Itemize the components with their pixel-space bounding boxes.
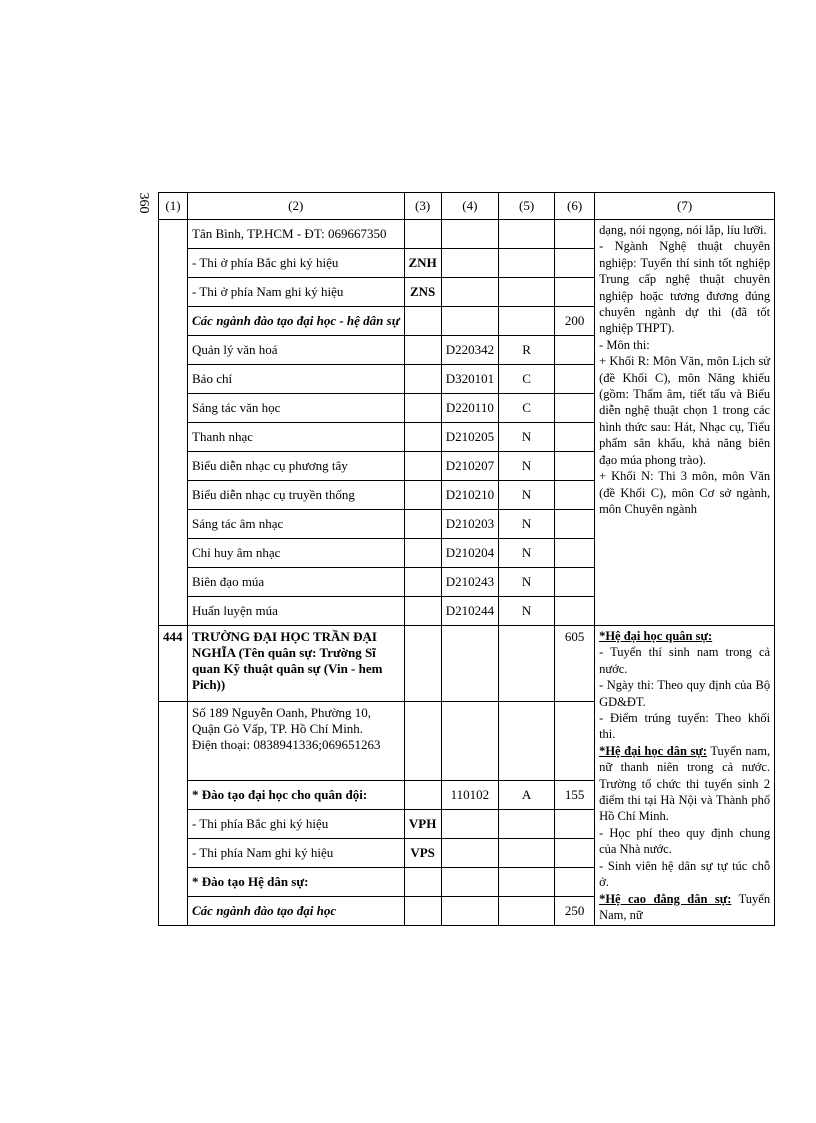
note-text: Tuyển nam, nữ thanh niên trong cả nước. Trường tổ chức thi tuyển sinh 2 điểm thi tại Hà Nội và Thành phố Hồ Chí Minh. — [599, 743, 771, 824]
school-notes-cell — [595, 626, 775, 926]
major-code: D210203 — [441, 510, 498, 539]
header-col-3: (3) — [404, 193, 441, 220]
major-name: Biên đạo múa — [188, 568, 405, 597]
exam-north-code: VPH — [404, 809, 441, 838]
major-block: N — [499, 423, 555, 452]
header-col-1: (1) — [159, 193, 188, 220]
major-name: Quản lý văn hoá — [188, 336, 405, 365]
military-code: 110102 — [441, 780, 498, 809]
major-code: D320101 — [441, 365, 498, 394]
major-block: N — [499, 597, 555, 626]
admissions-table — [158, 192, 775, 926]
major-code: D220342 — [441, 336, 498, 365]
address-cell: Tân Bình, TP.HCM - ĐT: 069667350 — [188, 220, 405, 249]
major-block: C — [499, 365, 555, 394]
note-line: - Sinh viên hệ dân sự tự túc chỗ ở. — [599, 858, 771, 890]
exam-north-label: - Thi ở phía Bắc ghi ký hiệu — [188, 249, 405, 278]
note-line: - Điểm trúng tuyển: Theo khối thi. — [599, 711, 771, 742]
header-col-4: (4) — [441, 193, 498, 220]
table-row — [159, 626, 775, 702]
major-code: D210243 — [441, 568, 498, 597]
school-address: Số 189 Nguyễn Oanh, Phường 10, Quận Gò Vấp, TP. Hồ Chí Minh. Điện thoại: 0838941336;069651263 — [188, 702, 405, 780]
header-col-2: (2) — [188, 193, 405, 220]
major-code: D210210 — [441, 481, 498, 510]
note-line: + Khối R: Môn Văn, môn Lịch sử (đề Khối C), môn Năng khiếu (gồm: Thẩm âm, tiết tấu và Biểu diễn nghệ thuật chọn 1 trong các hình thức sau: Hát, Nhạc cụ, Tiểu phẩm sân khấu, khả năng biên đạo múa phong trào). — [599, 354, 771, 467]
note-line: + Khối N: Thi 3 môn, môn Văn (đề Khối C), môn Cơ sở ngành, môn Chuyên ngành — [599, 469, 771, 516]
table-row — [159, 220, 775, 249]
note-line: - Học phí theo quy định chung của Nhà nước. — [599, 825, 771, 857]
header-col-5: (5) — [499, 193, 555, 220]
note-heading: *Hệ đại học dân sự: — [599, 743, 707, 758]
major-block: N — [499, 510, 555, 539]
school-quota: 605 — [555, 626, 595, 702]
note-line: dạng, nói ngọng, nói lắp, líu lưỡi. — [599, 223, 767, 237]
major-name: Biểu diễn nhạc cụ truyền thống — [188, 481, 405, 510]
civil-quota: 250 — [555, 897, 595, 926]
header-row — [159, 193, 775, 220]
note-text: Tuyển Nam, nữ — [599, 891, 771, 922]
note-line: - Ngày thi: Theo quy định của Bộ GD&ĐT. — [599, 678, 771, 709]
major-name: Chỉ huy âm nhạc — [188, 539, 405, 568]
major-name: Thanh nhạc — [188, 423, 405, 452]
civil-title: Các ngành đào tạo đại học - hệ dân sự — [188, 307, 405, 336]
school-no-cell — [159, 220, 188, 626]
major-code: D210244 — [441, 597, 498, 626]
header-col-6: (6) — [555, 193, 595, 220]
military-title: * Đào tạo đại học cho quân đội: — [188, 780, 405, 809]
notes-cell — [595, 220, 775, 626]
note-line: - Tuyển thí sinh nam trong cả nước. — [599, 645, 771, 676]
major-code: D210204 — [441, 539, 498, 568]
major-code: D210207 — [441, 452, 498, 481]
major-block: N — [499, 452, 555, 481]
major-code: D210205 — [441, 423, 498, 452]
major-name: Sáng tác âm nhạc — [188, 510, 405, 539]
major-name: Báo chí — [188, 365, 405, 394]
major-code: D220110 — [441, 394, 498, 423]
exam-south-code: VPS — [404, 838, 441, 867]
military-block: A — [499, 780, 555, 809]
civil-major-title: Các ngành đào tạo đại học — [188, 897, 405, 926]
civil-quota: 200 — [555, 307, 595, 336]
major-block: C — [499, 394, 555, 423]
exam-north-label: - Thi phía Bắc ghi ký hiệu — [188, 809, 405, 838]
exam-south-label: - Thi phía Nam ghi ký hiệu — [188, 838, 405, 867]
exam-south-code: ZNS — [404, 278, 441, 307]
major-name: Biểu diễn nhạc cụ phương tây — [188, 452, 405, 481]
exam-south-label: - Thi ở phía Nam ghi ký hiệu — [188, 278, 405, 307]
civil-title: * Đào tạo Hệ dân sự: — [188, 868, 405, 897]
major-block: N — [499, 481, 555, 510]
military-quota: 155 — [555, 780, 595, 809]
note-line: - Môn thi: — [599, 337, 650, 352]
school-name: TRƯỜNG ĐẠI HỌC TRẦN ĐẠI NGHĨA (Tên quân sự: Trường Sĩ quan Kỹ thuật quân sự (Vin - hem Pich)) — [188, 626, 405, 702]
note-heading: *Hệ cao đẳng dân sự: — [599, 891, 732, 906]
note-heading: *Hệ đại học quân sự: — [599, 629, 713, 643]
major-name: Huấn luyện múa — [188, 597, 405, 626]
header-col-7: (7) — [595, 193, 775, 220]
page-number: 360 — [136, 192, 151, 214]
school-no: 444 — [159, 626, 188, 702]
major-block: N — [499, 539, 555, 568]
exam-north-code: ZNH — [404, 249, 441, 278]
major-block: R — [499, 336, 555, 365]
major-block: N — [499, 568, 555, 597]
note-line: - Ngành Nghệ thuật chuyên nghiệp: Tuyển thí sinh tốt nghiệp Trung cấp nghệ thuật chuyên nghiệp hoặc tương đương đúng chuyên ngành dự thi (đã tốt nghiệp THPT). — [599, 239, 771, 336]
major-name: Sáng tác văn học — [188, 394, 405, 423]
